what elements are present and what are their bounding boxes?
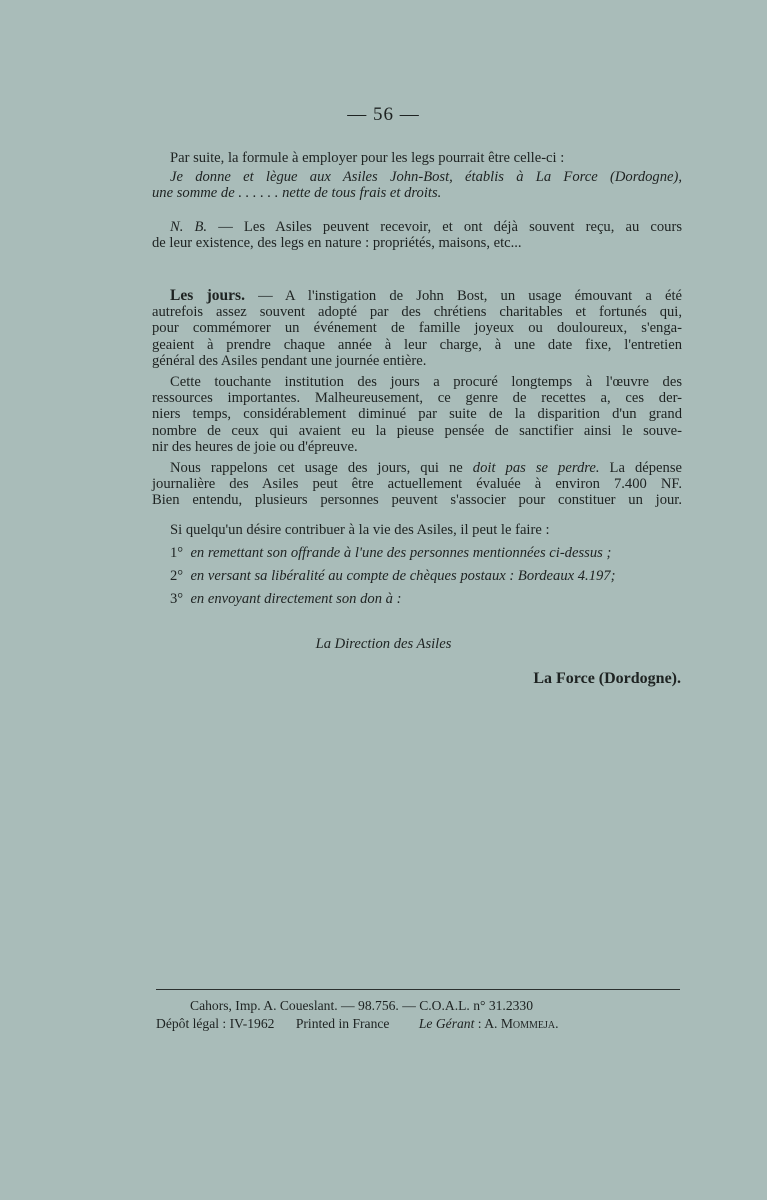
item-number: 2° [170, 568, 184, 584]
jours-p1-line-4: geaient à prendre chaque année à leur charge, à une date fixe, l'entretien [152, 336, 682, 353]
signature-place: La Force (Dordogne). [533, 670, 681, 687]
jours-p2-line-3: niers temps, considérablement diminué par suite de la disparition d'un grand [152, 406, 682, 423]
jours-p2-line-1: Cette touchante institution des jours a procuré longtemps à l'œuvre des [170, 374, 682, 391]
nb-text-1: — Les Asiles peuvent recevoir, et ont déjà souvent reçu, au cours [207, 219, 683, 235]
footer-coal: C.O.A.L. n° 31.2330 [419, 998, 534, 1013]
jours-p2-line-2: ressources importantes. Malheureusement, ce genre de recettes a, ces der- [152, 390, 682, 407]
contribution-intro: Si quelqu'un désire contribuer à la vie des Asiles, il peut le faire : [170, 522, 550, 538]
footer-printed: Printed in France [295, 1016, 390, 1031]
footer-gerant-name-a: A. M [484, 1016, 513, 1031]
footer-gerant-name-b: ommeja. [512, 1016, 559, 1031]
nb-line-2: de leur existence, des legs en nature : propriétés, maisons, etc... [152, 235, 522, 251]
jours-p2-line-5: nir des heures de joie ou d'épreuve. [152, 438, 358, 455]
contribution-item [152, 542, 682, 565]
jours-section [152, 288, 682, 509]
footer-depot: Dépôt légal : IV-1962 [156, 1016, 275, 1031]
contribution-section [152, 519, 682, 611]
footer-job-number: 98.756. [358, 998, 399, 1013]
item-text: en versant sa libéralité au compte de chèques postaux : Bordeaux 4.197; [190, 568, 616, 584]
jours-p1-line-3: pour commémorer un événement de famille joyeux ou douloureux, s'enga- [152, 320, 682, 337]
jours-p3-text-c: La dépense [599, 460, 682, 477]
jours-p1-line-2: autrefois assez souvent adopté par des chrétiens charitables et fortunés qui, [152, 304, 682, 321]
footer-printer: Cahors, Imp. A. Coueslant. [190, 998, 338, 1013]
contribution-item [152, 588, 682, 611]
item-text: en remettant son offrande à l'une des personnes mentionnées ci-dessus ; [190, 545, 612, 561]
nb-line-1 [152, 219, 682, 235]
page-number: — 56 — [347, 104, 420, 125]
item-number: 3° [170, 591, 184, 607]
legs-formula-line-2: une somme de . . . . . . nette de tous frais et droits. [152, 185, 442, 201]
legs-section [152, 150, 682, 251]
jours-p1-line-1 [152, 288, 682, 304]
contribution-item [152, 565, 682, 588]
legs-intro: Par suite, la formule à employer pour les legs pourrait être celle-ci : [170, 150, 565, 166]
jours-p2-line-4: nombre de ceux qui avaient eu la pieuse pensée de sanctifier ainsi le souve- [152, 422, 682, 439]
jours-p3-line-1 [152, 460, 682, 476]
signature-direction: La Direction des Asiles [315, 636, 452, 652]
footer-line-2: Dépôt légal : IV-1962 Printed in France Le Gérant : A. Mommeja. [156, 1016, 559, 1031]
item-number: 1° [170, 545, 184, 561]
footer-line-1: Cahors, Imp. A. Coueslant. — 98.756. — C.O.A.L. n° 31.2330 [190, 998, 534, 1013]
jours-p3-emphasis: doit pas se perdre. [472, 460, 600, 477]
nb-label: N. B. [170, 219, 208, 235]
item-text: en envoyant directement son don à : [190, 591, 402, 607]
footer-rule [156, 989, 680, 990]
jours-p3-line-2: journalière des Asiles peut être actuellement évaluée à environ 7.400 NF. [152, 476, 682, 493]
jours-p1-line-5: général des Asiles pendant une journée entière. [152, 352, 427, 369]
jours-heading: Les jours. [170, 287, 245, 304]
jours-p3-text-a: Nous rappelons cet usage des jours, qui ne [170, 460, 473, 477]
legs-formula-line-1: Je donne et lègue aux Asiles John-Bost, établis à La Force (Dordogne), [170, 169, 682, 185]
jours-p3-line-3: Bien entendu, plusieurs personnes peuvent s'associer pour constituer un jour. [152, 492, 682, 509]
footer-gerant-label: Le Gérant [418, 1016, 475, 1031]
jours-p1-text-1: — A l'instigation de John Bost, un usage émouvant a été [244, 288, 682, 304]
